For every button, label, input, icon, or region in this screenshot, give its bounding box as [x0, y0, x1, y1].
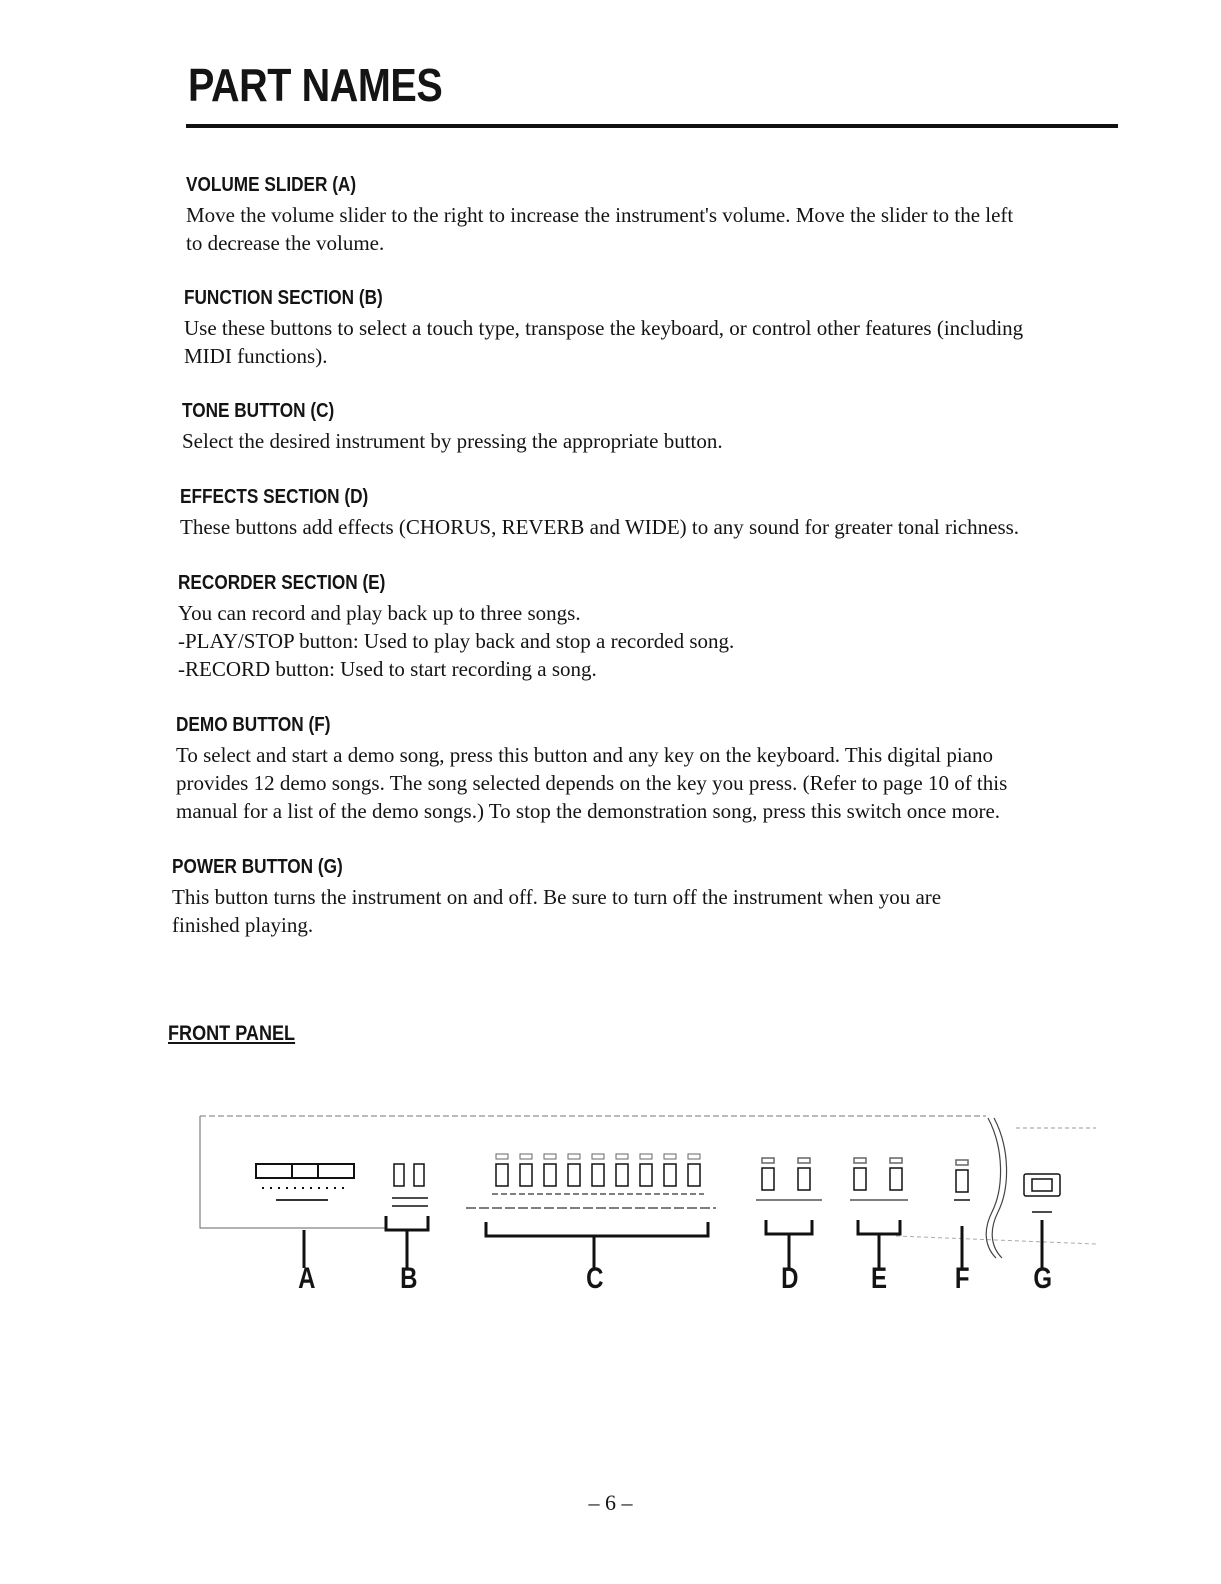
- section-text-line: Use these buttons to select a touch type, transpose the keyboard, or control other features (including: [184, 316, 1024, 340]
- section-text-line: These buttons add effects (CHORUS, REVERB and WIDE) to any sound for greater tonal richness.: [180, 515, 1020, 539]
- section-text-line: To select and start a demo song, press this button and any key on the keyboard. This digital piano: [176, 743, 993, 767]
- section-demo-button: [176, 714, 1116, 825]
- section-function: [184, 287, 1124, 370]
- callout-leaders: [304, 1216, 1042, 1268]
- page-title: PART NAMES: [188, 59, 443, 111]
- tone-buttons-graphic: [466, 1154, 716, 1208]
- function-buttons-graphic: [392, 1164, 428, 1206]
- section-text-line: manual for a list of the demo songs.) To stop the demonstration song, press this switch once more.: [176, 799, 1001, 823]
- section-recorder: [178, 572, 1118, 683]
- section-heading: POWER BUTTON (G): [172, 856, 343, 878]
- section-heading: RECORDER SECTION (E): [178, 572, 386, 594]
- effects-buttons-graphic: [756, 1158, 822, 1200]
- section-text-line: MIDI functions).: [184, 344, 328, 368]
- power-button-graphic: [1024, 1174, 1060, 1212]
- title-rule: [186, 124, 1118, 128]
- section-tone-button: [182, 400, 1122, 455]
- section-heading: TONE BUTTON (C): [182, 400, 335, 422]
- section-text-line: to decrease the volume.: [186, 231, 385, 255]
- section-text-line: Move the volume slider to the right to increase the instrument's volume. Move the slider to the left: [186, 203, 1014, 227]
- section-text-line: You can record and play back up to three songs.: [178, 601, 581, 625]
- section-text-line: -RECORD button: Used to start recording a song.: [178, 657, 597, 681]
- volume-slider-graphic: [256, 1164, 354, 1200]
- callout-label-b: B: [400, 1262, 418, 1295]
- callout-label-e: E: [871, 1262, 888, 1295]
- callout-label-d: D: [781, 1262, 799, 1295]
- section-text-line: finished playing.: [172, 913, 314, 937]
- callout-label-f: F: [954, 1262, 970, 1295]
- recorder-buttons-graphic: [850, 1158, 908, 1200]
- section-heading: EFFECTS SECTION (D): [180, 486, 369, 508]
- page-number: – 6 –: [588, 1490, 633, 1515]
- demo-button-graphic: [954, 1160, 970, 1200]
- section-effects: [180, 486, 1120, 541]
- section-text-line: provides 12 demo songs. The song selected depends on the key you press. (Refer to page 10 of this: [176, 771, 1008, 795]
- section-heading: FUNCTION SECTION (B): [184, 287, 383, 309]
- section-text-line: This button turns the instrument on and off. Be sure to turn off the instrument when you are: [172, 885, 942, 909]
- callout-label-a: A: [298, 1262, 316, 1295]
- section-power-button: [172, 856, 1112, 939]
- section-heading: VOLUME SLIDER (A): [186, 174, 357, 196]
- section-text-line: -PLAY/STOP button: Used to play back and stop a recorded song.: [178, 629, 735, 653]
- section-heading: DEMO BUTTON (F): [176, 714, 331, 736]
- section-volume-slider: [186, 174, 1126, 257]
- callout-label-g: G: [1033, 1262, 1053, 1295]
- callout-label-c: C: [586, 1262, 604, 1295]
- section-text-line: Select the desired instrument by pressing the appropriate button.: [182, 429, 723, 453]
- front-panel-heading: FRONT PANEL: [168, 1022, 296, 1045]
